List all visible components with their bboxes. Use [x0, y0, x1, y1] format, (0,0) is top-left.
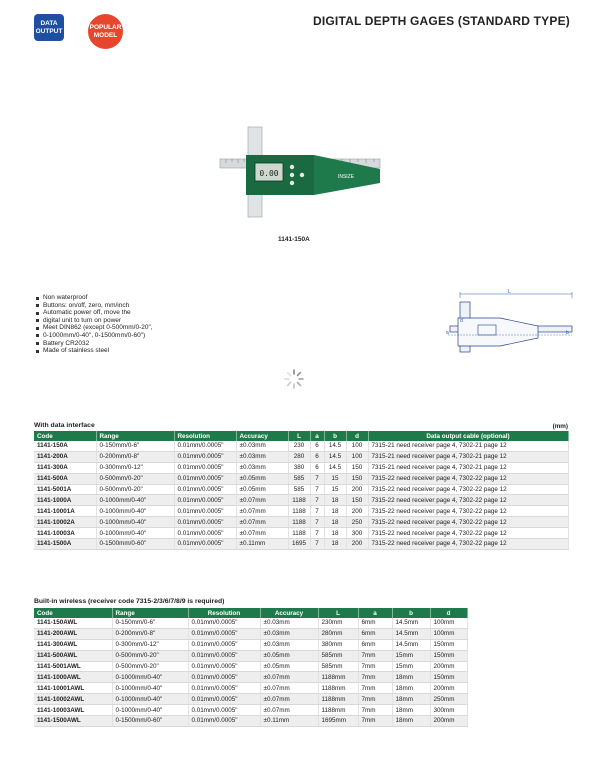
table-row: [34, 639, 467, 650]
table-cell: 0-300mm/0-12": [112, 639, 188, 650]
product-code-cell: 1141-10003A: [34, 528, 96, 539]
table-cell: ±0.11mm: [236, 539, 288, 550]
table-cell: 100mm: [430, 628, 467, 639]
col-header: Range: [96, 431, 174, 441]
table-cell: 1188mm: [318, 683, 358, 694]
table-cell: 0.01mm/0.0005": [188, 661, 260, 672]
table-cell: 280mm: [318, 628, 358, 639]
table-cell: 15mm: [392, 661, 430, 672]
table-cell: 0.01mm/0.0005": [174, 441, 236, 451]
table-cell: 0-150mm/0-6": [112, 618, 188, 628]
table-cell: 7315-22 need receiver page 4, 7302-22 page 12: [368, 495, 568, 506]
product-code-cell: 1141-150A: [34, 441, 96, 451]
table-cell: 200: [346, 484, 368, 495]
table-cell: 300mm: [430, 705, 467, 716]
table-cell: 0.01mm/0.0005": [188, 618, 260, 628]
table-cell: 7: [310, 539, 324, 550]
table-cell: 0.01mm/0.0005": [174, 495, 236, 506]
table-cell: 18mm: [392, 716, 430, 727]
table-row: [34, 484, 568, 495]
product-code-cell: 1141-300AWL: [34, 639, 112, 650]
table-row: [34, 628, 467, 639]
table-cell: ±0.03mm: [236, 441, 288, 451]
table-cell: 150: [346, 462, 368, 473]
table-cell: 0.01mm/0.0005": [188, 672, 260, 683]
table-cell: 100mm: [430, 618, 467, 628]
col-header: Accuracy: [260, 608, 318, 618]
table-cell: 7mm: [358, 694, 392, 705]
table-cell: 18: [324, 506, 346, 517]
product-code-cell: 1141-500A: [34, 473, 96, 484]
table-cell: 150mm: [430, 650, 467, 661]
table-cell: 0-200mm/0-8": [112, 628, 188, 639]
table-cell: 7: [310, 495, 324, 506]
table-cell: 230: [288, 441, 310, 451]
feature-item: Buttons: on/off, zero, mm/inch: [36, 302, 153, 310]
product-code-cell: 1141-10003AWL: [34, 705, 112, 716]
table-unit: (mm): [552, 423, 568, 430]
table-cell: 0-500mm/0-20": [112, 661, 188, 672]
svg-text:0.00: 0.00: [259, 169, 279, 178]
table-row: [34, 462, 568, 473]
table-cell: ±0.07mm: [260, 683, 318, 694]
table-cell: 150: [346, 495, 368, 506]
data-interface-table-title: With data interface: [34, 422, 95, 429]
table-cell: 0.01mm/0.0005": [188, 716, 260, 727]
product-code-cell: 1141-200A: [34, 451, 96, 462]
table-row: [34, 650, 467, 661]
col-header: L: [318, 608, 358, 618]
table-row: [34, 473, 568, 484]
feature-list: [36, 294, 153, 355]
table-cell: 0.01mm/0.0005": [188, 650, 260, 661]
table-row: [34, 661, 467, 672]
col-header: Accuracy: [236, 431, 288, 441]
table-cell: 1695mm: [318, 716, 358, 727]
data-output-badge: [34, 14, 64, 41]
table-cell: 0.01mm/0.0005": [174, 528, 236, 539]
table-row: [34, 716, 467, 727]
table-cell: 14.5mm: [392, 628, 430, 639]
table-cell: 7: [310, 473, 324, 484]
table-row: [34, 683, 467, 694]
table-cell: 15: [324, 484, 346, 495]
popular-model-badge-line2: MODEL: [93, 31, 118, 39]
table-cell: 585mm: [318, 650, 358, 661]
table-row: [34, 451, 568, 462]
col-header: L: [288, 431, 310, 441]
table-cell: 1188: [288, 506, 310, 517]
table-cell: 150mm: [430, 639, 467, 650]
table-cell: 585mm: [318, 661, 358, 672]
table-cell: 18: [324, 517, 346, 528]
table-cell: 7: [310, 528, 324, 539]
table-cell: 14.5: [324, 441, 346, 451]
table-cell: ±0.07mm: [236, 506, 288, 517]
depth-gage-product-image: [218, 125, 383, 220]
table-cell: 14.5: [324, 462, 346, 473]
table-cell: 1188mm: [318, 672, 358, 683]
table-row: [34, 517, 568, 528]
table-cell: 230mm: [318, 618, 358, 628]
table-cell: 7mm: [358, 672, 392, 683]
table-cell: 18: [324, 495, 346, 506]
wireless-table-title: Built-in wireless (receiver code 7315-2/3/6/7/8/9 is required): [34, 598, 225, 605]
feature-item: Made of stainless steel: [36, 347, 153, 355]
table-cell: ±0.07mm: [236, 528, 288, 539]
table-cell: 250: [346, 517, 368, 528]
table-cell: 0-500mm/0-20": [112, 650, 188, 661]
product-code-cell: 1141-1000A: [34, 495, 96, 506]
table-cell: 585: [288, 484, 310, 495]
col-header: Code: [34, 431, 96, 441]
table-cell: 7mm: [358, 705, 392, 716]
product-code-cell: 1141-5001A: [34, 484, 96, 495]
table-cell: 6: [310, 441, 324, 451]
table-cell: 280: [288, 451, 310, 462]
table-cell: 7: [310, 506, 324, 517]
col-header: b: [324, 431, 346, 441]
col-header: a: [310, 431, 324, 441]
col-header: a: [358, 608, 392, 618]
table-cell: 0.01mm/0.0005": [188, 628, 260, 639]
col-header: Code: [34, 608, 112, 618]
table-cell: ±0.05mm: [236, 484, 288, 495]
table-cell: ±0.05mm: [260, 661, 318, 672]
table-cell: 7315-22 need receiver page 4, 7302-22 page 12: [368, 539, 568, 550]
table-cell: 18mm: [392, 694, 430, 705]
product-code-cell: 1141-1000AWL: [34, 672, 112, 683]
table-cell: 1695: [288, 539, 310, 550]
col-header: b: [392, 608, 430, 618]
table-cell: 18mm: [392, 672, 430, 683]
feature-item: Meet DIN862 (except 0-500mm/0-20",: [36, 324, 153, 332]
table-cell: 0-1000mm/0-40": [96, 528, 174, 539]
table-cell: 7315-22 need receiver page 4, 7302-22 page 12: [368, 506, 568, 517]
table-cell: 0.01mm/0.0005": [174, 451, 236, 462]
table-cell: 200mm: [430, 683, 467, 694]
table-cell: 300: [346, 528, 368, 539]
table-cell: 200mm: [430, 716, 467, 727]
popular-model-badge-line1: POPULAR: [89, 23, 122, 31]
product-caption: 1141-150A: [278, 236, 310, 243]
data-output-badge-line2: OUTPUT: [35, 27, 63, 35]
product-code-cell: 1141-5001AWL: [34, 661, 112, 672]
table-cell: 1188mm: [318, 694, 358, 705]
table-cell: ±0.11mm: [260, 716, 318, 727]
product-code-cell: 1141-200AWL: [34, 628, 112, 639]
table-cell: 0-500mm/0-20": [96, 473, 174, 484]
table-cell: 14.5mm: [392, 639, 430, 650]
table-cell: 380: [288, 462, 310, 473]
table-cell: 0-1500mm/0-60": [96, 539, 174, 550]
table-row: [34, 539, 568, 550]
col-header: d: [346, 431, 368, 441]
table-row: [34, 672, 467, 683]
table-cell: 380mm: [318, 639, 358, 650]
table-cell: 0.01mm/0.0005": [174, 473, 236, 484]
feature-item: 0-1000mm/0-40", 0-1500mm/0-60"): [36, 332, 153, 340]
table-cell: 0-500mm/0-20": [96, 484, 174, 495]
table-cell: 7315-21 need receiver page 4, 7302-21 page 12: [368, 441, 568, 451]
table-cell: ±0.03mm: [260, 639, 318, 650]
table-cell: 100: [346, 451, 368, 462]
product-code-cell: 1141-150AWL: [34, 618, 112, 628]
table-row: [34, 528, 568, 539]
table-row: [34, 694, 467, 705]
table-cell: 0.01mm/0.0005": [188, 694, 260, 705]
table-cell: 150: [346, 473, 368, 484]
table-cell: ±0.05mm: [236, 473, 288, 484]
table-cell: 1188mm: [318, 705, 358, 716]
table-header-row: [34, 608, 467, 618]
table-cell: 250mm: [430, 694, 467, 705]
table-cell: ±0.07mm: [260, 672, 318, 683]
table-cell: 0.01mm/0.0005": [174, 484, 236, 495]
col-header: Data output cable (optional): [368, 431, 568, 441]
table-cell: 7mm: [358, 650, 392, 661]
product-code-cell: 1141-1500A: [34, 539, 96, 550]
diagram-label-a: a: [446, 330, 449, 336]
page-title: DIGITAL DEPTH GAGES (STANDARD TYPE): [312, 14, 570, 28]
table-row: [34, 441, 568, 451]
table-cell: 0-1500mm/0-60": [112, 716, 188, 727]
table-cell: 14.5mm: [392, 618, 430, 628]
loading-spinner-icon: [283, 368, 305, 390]
table-cell: 0-1000mm/0-40": [112, 705, 188, 716]
table-cell: 18mm: [392, 705, 430, 716]
table-cell: 0.01mm/0.0005": [188, 639, 260, 650]
product-code-cell: 1141-300A: [34, 462, 96, 473]
diagram-label-d: d: [460, 318, 463, 324]
table-cell: ±0.03mm: [236, 462, 288, 473]
table-cell: 0.01mm/0.0005": [174, 462, 236, 473]
col-header: Resolution: [174, 431, 236, 441]
table-cell: 1188: [288, 528, 310, 539]
table-cell: 7mm: [358, 683, 392, 694]
table-cell: 200: [346, 539, 368, 550]
table-cell: 100: [346, 441, 368, 451]
svg-text:INSIZE: INSIZE: [337, 174, 355, 180]
product-code-cell: 1141-1500AWL: [34, 716, 112, 727]
table-cell: 0-1000mm/0-40": [112, 694, 188, 705]
table-cell: ±0.03mm: [236, 451, 288, 462]
col-header: Range: [112, 608, 188, 618]
popular-model-badge: [88, 14, 123, 49]
product-code-cell: 1141-10001AWL: [34, 683, 112, 694]
table-cell: 0-1000mm/0-40": [112, 672, 188, 683]
table-cell: ±0.07mm: [260, 705, 318, 716]
table-cell: 0.01mm/0.0005": [174, 539, 236, 550]
table-cell: 585: [288, 473, 310, 484]
col-header: d: [430, 608, 467, 618]
table-row: [34, 506, 568, 517]
table-row: [34, 495, 568, 506]
table-cell: 15: [324, 473, 346, 484]
table-cell: ±0.03mm: [260, 618, 318, 628]
table-cell: 7315-21 need receiver page 4, 7302-21 page 12: [368, 462, 568, 473]
table-cell: 150mm: [430, 672, 467, 683]
table-cell: 0-150mm/0-6": [96, 441, 174, 451]
feature-item: Automatic power off, move the: [36, 309, 153, 317]
table-cell: 6mm: [358, 618, 392, 628]
feature-item: Non waterproof: [36, 294, 153, 302]
table-cell: 7mm: [358, 716, 392, 727]
table-cell: 18mm: [392, 683, 430, 694]
wireless-table: [34, 608, 468, 727]
table-cell: 15mm: [392, 650, 430, 661]
product-code-cell: 1141-10002AWL: [34, 694, 112, 705]
table-cell: 0.01mm/0.0005": [174, 506, 236, 517]
table-cell: ±0.07mm: [236, 517, 288, 528]
table-cell: 7315-22 need receiver page 4, 7302-22 page 12: [368, 517, 568, 528]
product-code-cell: 1141-500AWL: [34, 650, 112, 661]
table-cell: 0.01mm/0.0005": [188, 683, 260, 694]
table-cell: 7315-22 need receiver page 4, 7302-22 page 12: [368, 528, 568, 539]
diagram-label-b: b: [566, 330, 569, 336]
table-cell: 6mm: [358, 628, 392, 639]
table-cell: 200: [346, 506, 368, 517]
table-cell: 0-300mm/0-12": [96, 462, 174, 473]
table-cell: ±0.07mm: [236, 495, 288, 506]
table-cell: 7315-21 need receiver page 4, 7302-21 page 12: [368, 451, 568, 462]
table-cell: 0.01mm/0.0005": [174, 517, 236, 528]
table-cell: 18: [324, 528, 346, 539]
table-cell: ±0.03mm: [260, 628, 318, 639]
table-cell: ±0.07mm: [260, 694, 318, 705]
table-cell: 7315-22 need receiver page 4, 7302-22 page 12: [368, 484, 568, 495]
data-output-badge-line1: DATA: [40, 19, 58, 27]
feature-item: digital unit to turn on power: [36, 317, 153, 325]
diagram-label-L: L: [508, 289, 511, 295]
table-cell: 0-1000mm/0-40": [96, 517, 174, 528]
table-cell: 7: [310, 484, 324, 495]
table-cell: 7mm: [358, 661, 392, 672]
product-code-cell: 1141-10002A: [34, 517, 96, 528]
feature-item: Battery CR2032: [36, 340, 153, 348]
table-cell: 0-1000mm/0-40": [96, 495, 174, 506]
table-cell: 0-200mm/0-8": [96, 451, 174, 462]
table-cell: 200mm: [430, 661, 467, 672]
table-cell: 0-1000mm/0-40": [112, 683, 188, 694]
table-cell: 6mm: [358, 639, 392, 650]
product-code-cell: 1141-10001A: [34, 506, 96, 517]
table-cell: 6: [310, 451, 324, 462]
table-row: [34, 705, 467, 716]
col-header: Resolution: [188, 608, 260, 618]
table-cell: 18: [324, 539, 346, 550]
table-cell: 7315-22 need receiver page 4, 7302-22 page 12: [368, 473, 568, 484]
table-cell: 14.5: [324, 451, 346, 462]
table-cell: 1188: [288, 517, 310, 528]
table-cell: 6: [310, 462, 324, 473]
table-header-row: [34, 431, 568, 441]
table-cell: 0-1000mm/0-40": [96, 506, 174, 517]
table-cell: 7: [310, 517, 324, 528]
table-cell: ±0.05mm: [260, 650, 318, 661]
table-cell: 1188: [288, 495, 310, 506]
data-interface-table: [34, 431, 569, 550]
table-cell: 0.01mm/0.0005": [188, 705, 260, 716]
table-row: [34, 618, 467, 628]
